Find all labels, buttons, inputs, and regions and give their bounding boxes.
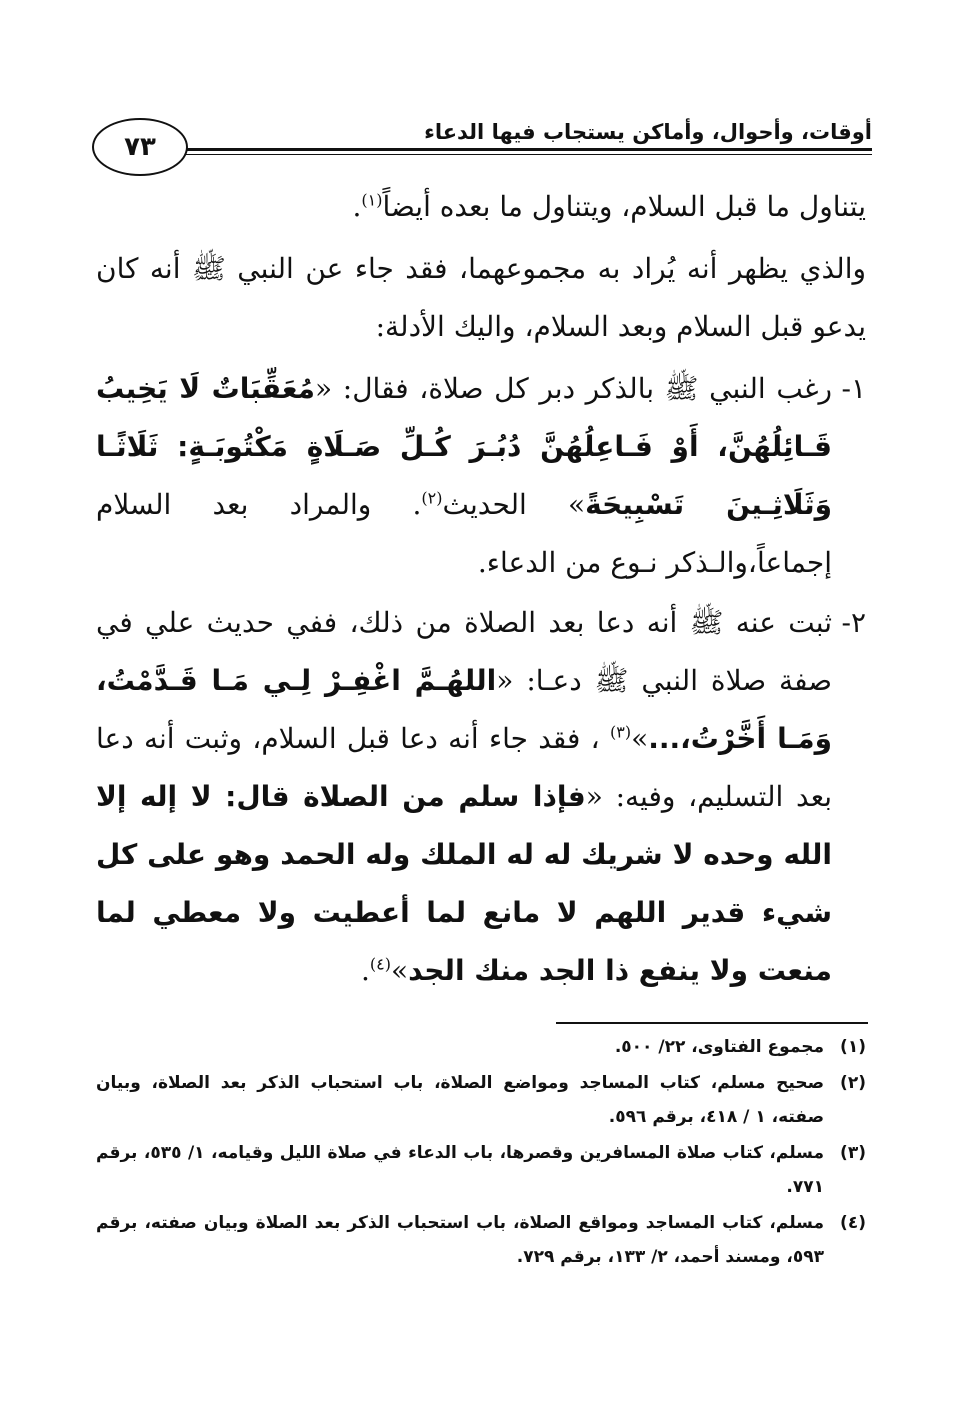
footnote-separator xyxy=(556,1022,868,1024)
footnote-ref-2: (٢) xyxy=(421,488,443,508)
header-rule xyxy=(182,148,872,151)
footnote xyxy=(96,1066,866,1134)
page-header xyxy=(92,118,872,180)
paragraph-2: والذي يظهر أنه يُراد به مجموعهما، فقد جاء عن النبي ﷺ أنه كان يدعو قبل السلام وبعد السلام، واليك الأدلة: xyxy=(96,252,866,343)
hadith-quote: فإذا سلم من الصلاة قال: لا إله إلا الله وحده لا شريك له له الملك وله الحمد وهو على كل شيء قدير اللهم لا مانع لما أعطيت ولا معطي لما منعت ولا ينفع ذا الجد منك الجد xyxy=(96,780,832,987)
hadith-quote: اللهُـمَّ اغْفِـرْ لِـي مَـا قَـدَّمْتُ، وَمَـا أَخَّرْتُ،... xyxy=(96,664,832,755)
footnote-ref-3: (٣) xyxy=(609,722,632,742)
footnotes xyxy=(96,1030,866,1276)
footnote-ref-1: (١) xyxy=(361,190,383,210)
footnote-text: مجموع الفتاوى، ٢٢/ ٥٠٠. xyxy=(614,1037,824,1057)
hadith-quote: مُعَقِّبَاتٌ لَا يَخِيبُ قَـائِلُهُنَّ، أَوْ فَـاعِلُهُنَّ دُبُـرَ كُـلِّ صَـلَاةٍ مَكْتُوبَـةٍ: ثَلَاثًـا وَثَلَاثِـينَ تَسْبِيحَةً xyxy=(96,372,832,521)
running-title: أوقات، وأحوال، وأماكن يستجاب فيها الدعاء xyxy=(418,118,872,146)
footnote-text: مسلم، كتاب صلاة المسافرين وقصرها، باب الدعاء في صلاة الليل وقيامه، ١/ ٥٣٥، برقم ٧٧١. xyxy=(96,1143,824,1197)
paragraph-1: يتناول ما قبل السلام، ويتناول ما بعده أيضاً$^{(١)}$. xyxy=(352,190,866,223)
list-item-text: ثبت عنه ﷺ أنه دعا بعد الصلاة من ذلك، ففي حديث علي في صفة صلاة النبي ﷺ دعـا: «اللهُـمَّ اغْفِـرْ لِـي مَـا قَـدَّمْتُ، وَمَـا أَخَّرْتُ،...»$^{(٣)}$ ، فقد جاء أنه دعا قبل السلام، وثبت أنه دعا بعد التسليم، وفيه: «فإذا سلم من الصلاة قال: لا إله إلا الله وحده لا شريك له له الملك وله الحمد وهو على كل شيء قدير اللهم لا مانع لما أعطيت ولا معطي لما منعت ولا ينفع ذا الجد منك الجد»$^{(٤)}$. xyxy=(96,606,833,987)
list-item-number: ٢- xyxy=(841,606,866,639)
header-rule-thin xyxy=(182,154,872,155)
list-item-text: رغب النبي ﷺ بالذكر دبر كل صلاة، فقال: «مُعَقِّبَاتٌ لَا يَخِيبُ قَـائِلُهُنَّ، أَوْ فَـاعِلُهُنَّ دُبُـرَ كُـلِّ صَـلَاةٍ مَكْتُوبَـةٍ: ثَلَاثًـا وَثَلَاثِـينَ تَسْبِيحَةً» الحديث$^{(٢)}$. والمراد بعد السلام إجماعاً،والـذكر نـوع من الدعاء. xyxy=(96,372,833,579)
list-item-number: ١- xyxy=(841,372,866,405)
footnote-ref-4: (٤) xyxy=(369,954,391,974)
footnote-text: صحيح مسلم، كتاب المساجد ومواضع الصلاة، باب استحباب الذكر بعد الصلاة، وبيان صفته، ١ / ٤١٨، برقم ٥٩٦. xyxy=(96,1073,824,1127)
footnote-number: (٣) xyxy=(840,1143,866,1163)
page-number: ٧٣ xyxy=(92,118,188,176)
footnote xyxy=(96,1136,866,1204)
list-item-1 xyxy=(96,360,866,592)
footnote-number: (٤) xyxy=(840,1213,866,1233)
footnote-number: (١) xyxy=(840,1037,866,1057)
main-text xyxy=(96,178,866,1002)
list-item-2 xyxy=(96,594,866,1000)
footnote-number: (٢) xyxy=(840,1073,866,1093)
footnote-text: مسلم، كتاب المساجد ومواقع الصلاة، باب استحباب الذكر بعد الصلاة وبيان صفته، برقم ٥٩٣، ومسند أحمد، ٢/ ١٣٣، برقم ٧٢٩. xyxy=(96,1213,824,1267)
footnote xyxy=(96,1206,866,1274)
footnote xyxy=(96,1030,866,1064)
